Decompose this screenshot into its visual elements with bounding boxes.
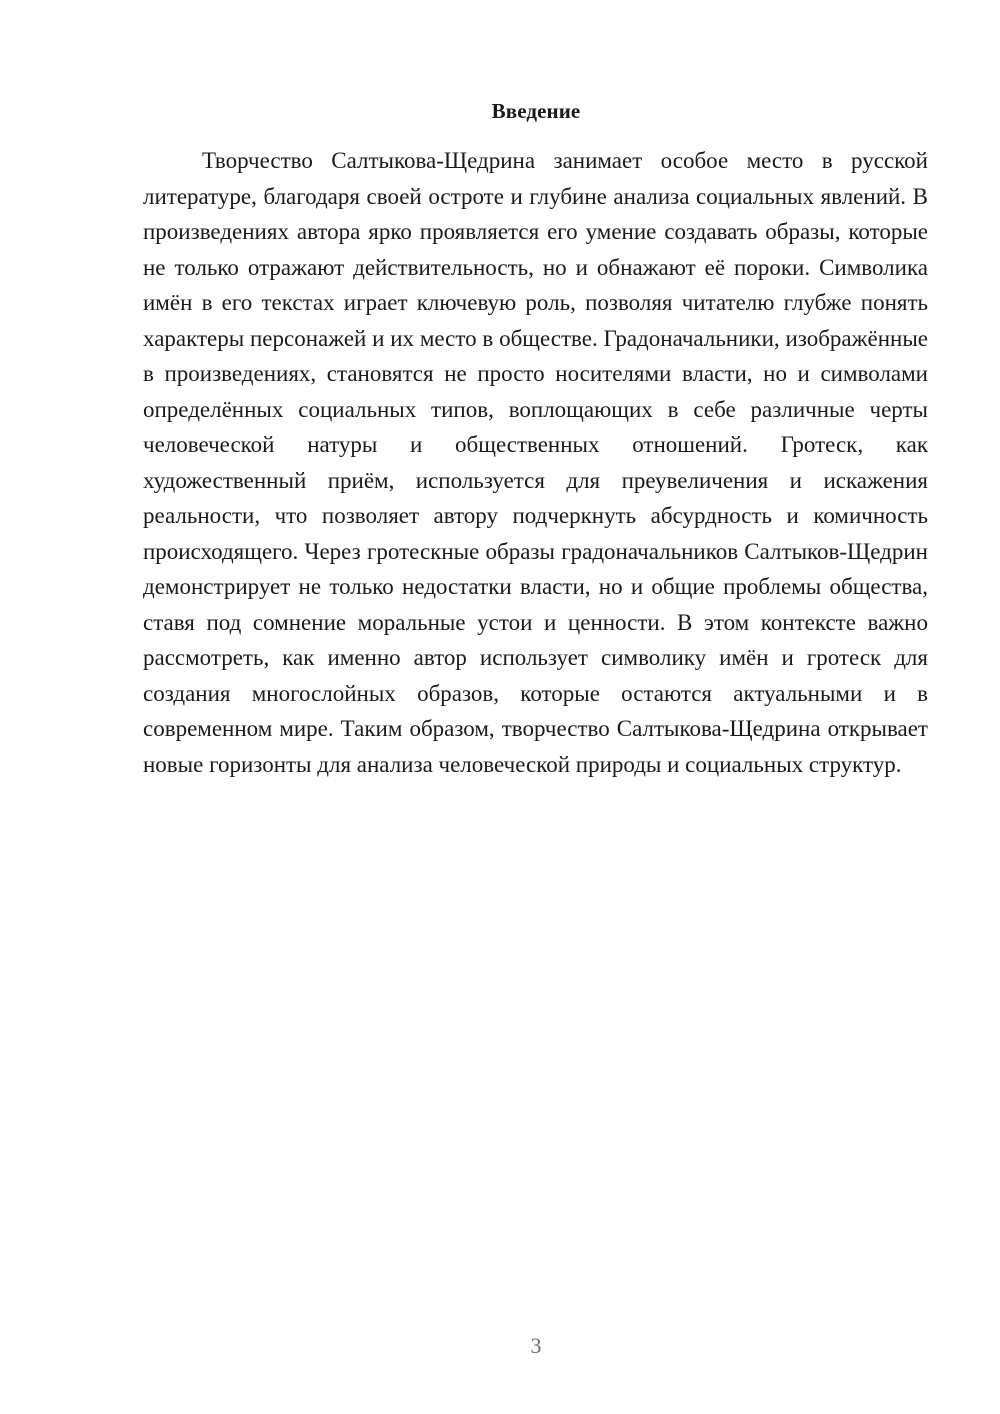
section-heading: Введение (491, 99, 581, 123)
body-paragraph: Творчество Салтыкова-Щедрина занимает особое место в русской литературе, благодаря своей остроте и глубине анализа социальных явлений. В произведениях автора ярко проявляется его умение создавать образы, которые не только отражают действительность, но и обнажают её пороки. Символика имён в его текстах играет ключевую роль, позволяя читателю глубже понять характеры персонажей и их место в обществе. Градоначальники, изображённые в произведениях, становятся не просто носителями власти, но и символами определённых социальных типов, воплощающих в себе различные черты человеческой натуры и общественных отношений. Гротеск, как художественный приём, используется для преувеличения и искажения реальности, что позволяет автору подчеркнуть абсурдность и комичность происходящего. Через гротескные образы градоначальников Салтыков-Щедрин демонстрирует не только недостатки власти, но и общие проблемы общества, ставя под сомнение моральные устои и ценности. В этом контексте важно рассмотреть, как именно автор использует символику имён и гротеск для создания многослойных образов, которые остаются актуальными и в современном мире. Таким образом, творчество Салтыкова-Щедрина открывает новые горизонты для анализа человеческой природы и социальных структур. (143, 148, 928, 777)
page-number: 3 (530, 1333, 542, 1358)
